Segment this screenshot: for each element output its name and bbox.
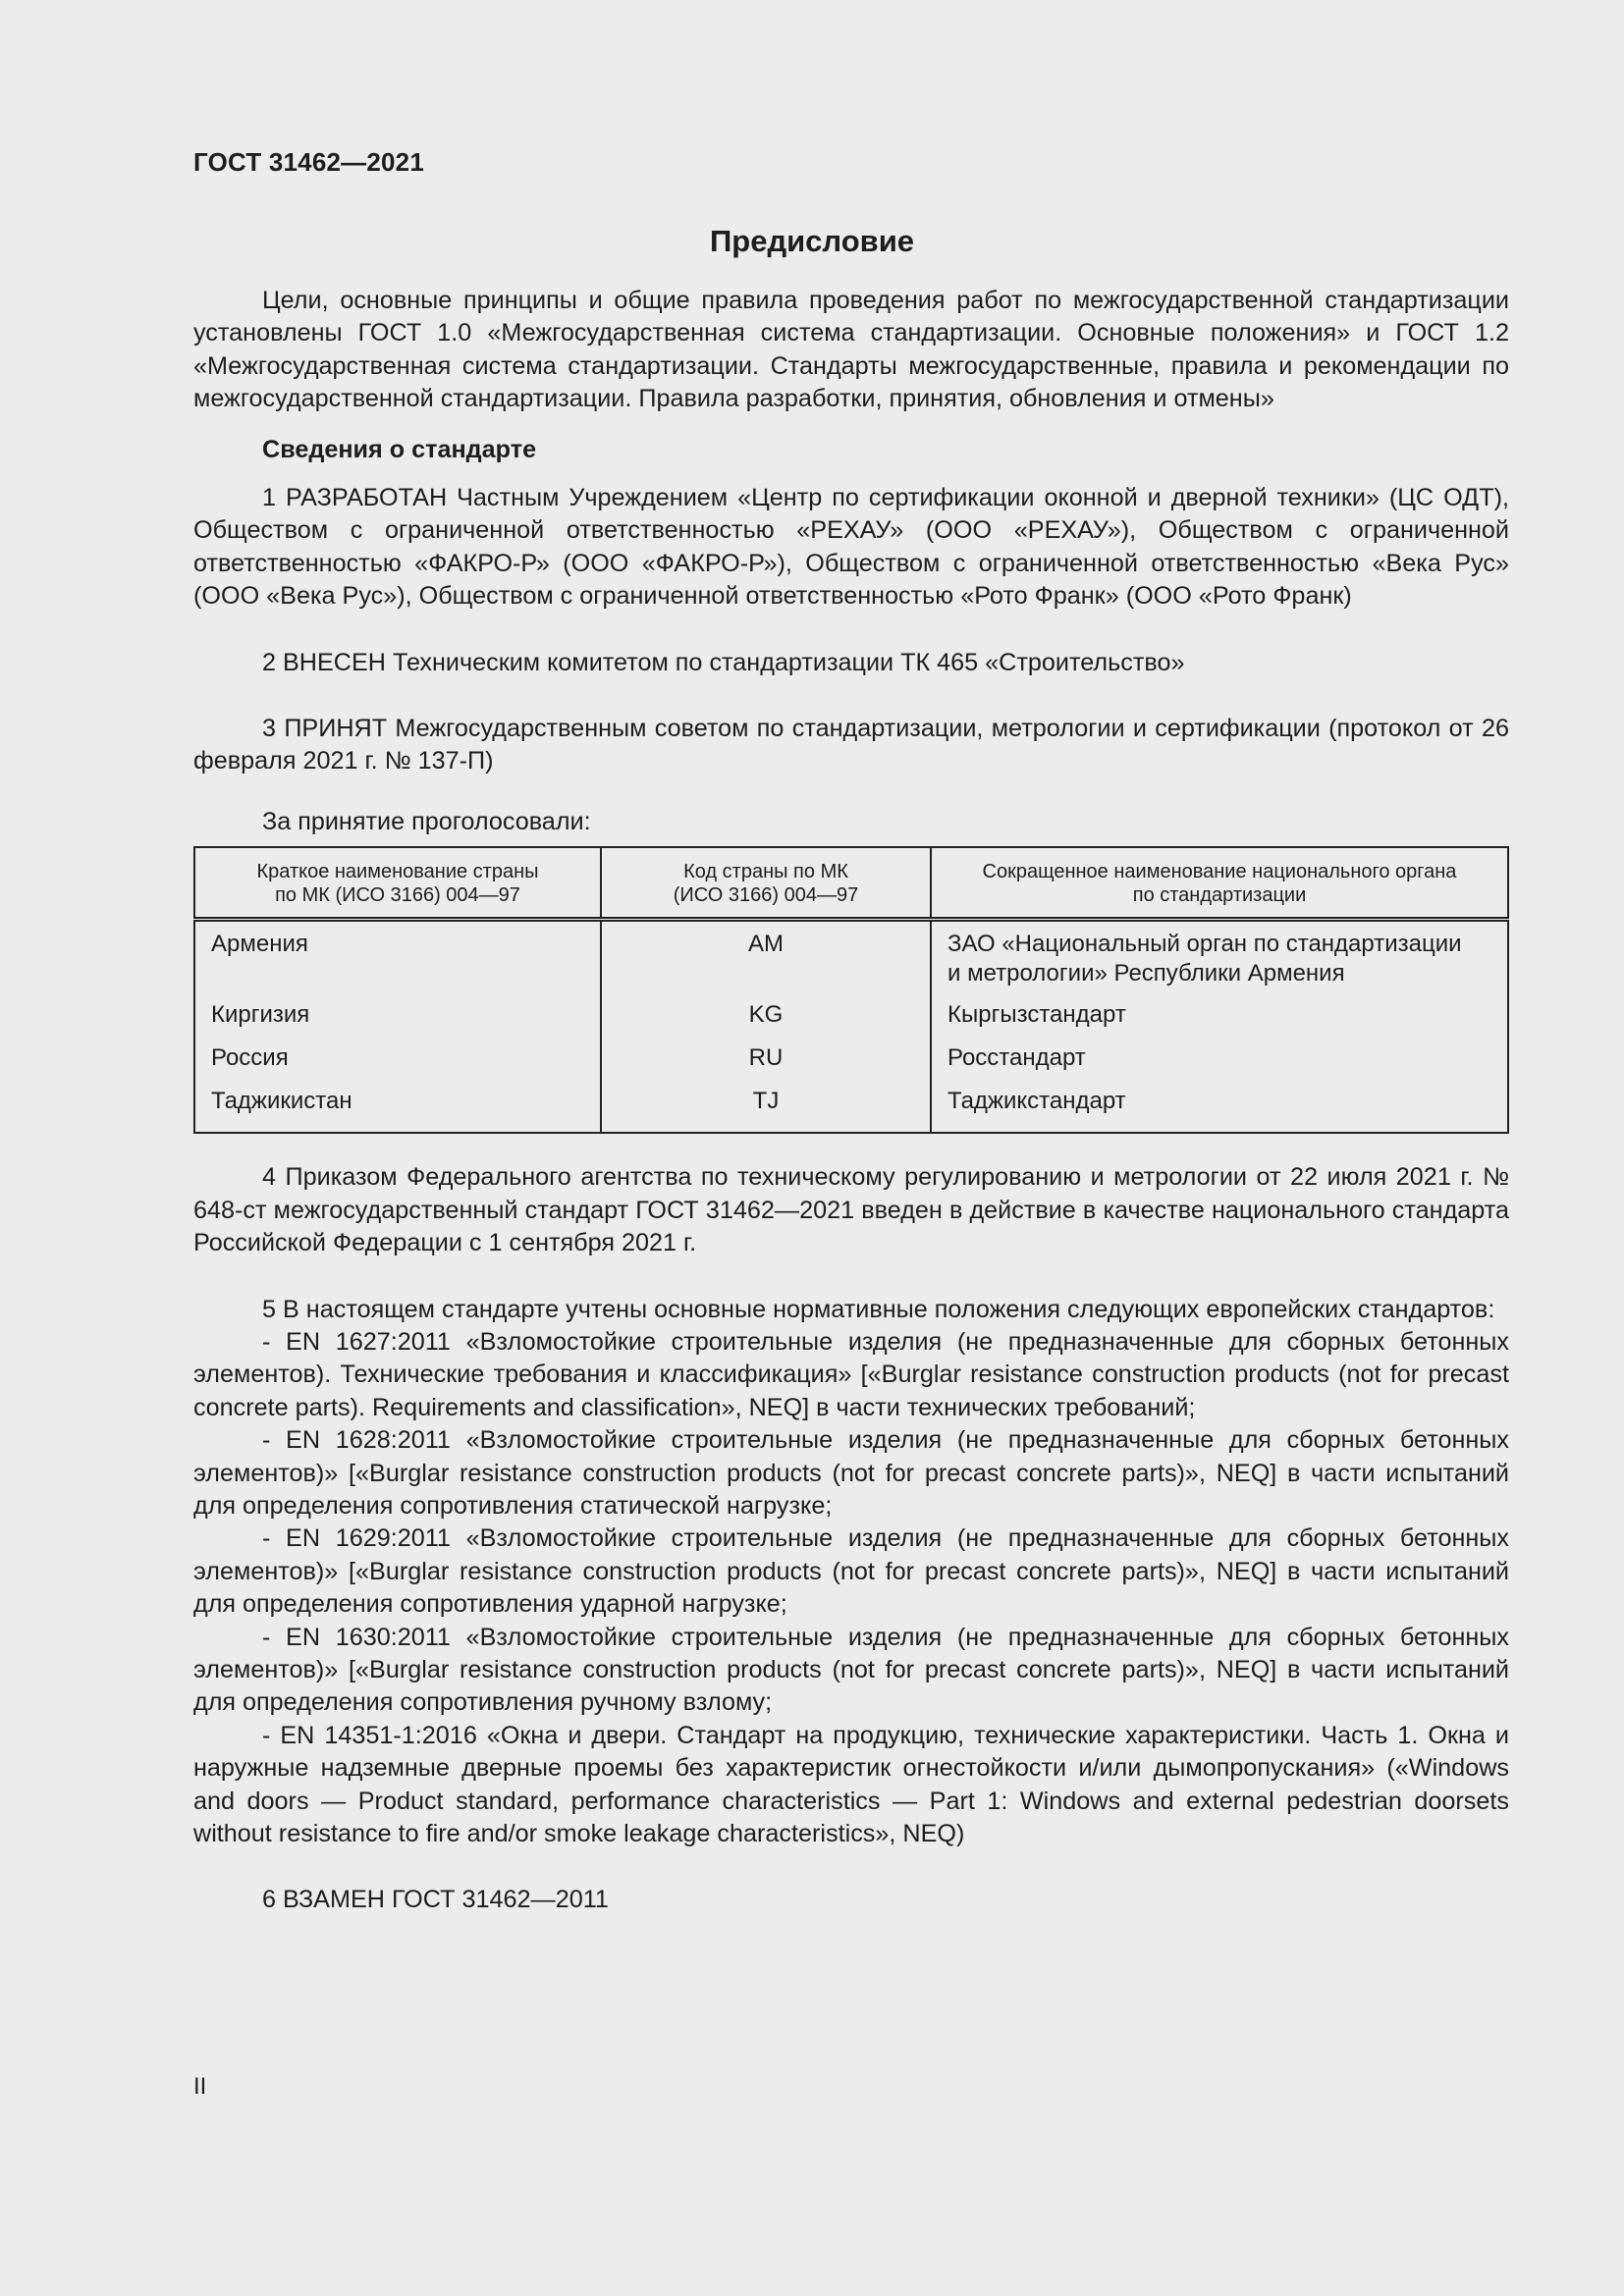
item-3-adopted: 3 ПРИНЯТ Межгосударственным советом по стандартизации, метрологии и сертификации (протокол от 26 февраля 2021 г. № 137-П): [193, 715, 1509, 775]
intro-paragraph: Цели, основные принципы и общие правила проведения работ по межгосударственной стандартизации установлены ГОСТ 1.0 «Межгосударственная система стандартизации. Основные положения» и ГОСТ 1.2 «Межгосударственная система стандартизации. Стандарты межгосударственные, правила и рекомендации по межгосударственной стандартизации. Правила разработки, принятия, обновления и отмены»: [193, 287, 1509, 413]
table-row: [194, 1083, 1508, 1133]
european-standard-item: - EN 1630:2011 «Взломостойкие строительные изделия (не предназначенные для сборных бетонных элементов)» [«Burglar resistance construction products (not for precast concrete parts)», NEQ] в части испытаний для определения сопротивления ручному взлому;: [193, 1623, 1509, 1717]
item-6-replaces: 6 ВЗАМЕН ГОСТ 31462—2011: [262, 1886, 609, 1914]
cell-country: Армения: [211, 931, 308, 958]
cell-country: Киргизия: [211, 1001, 310, 1029]
page-number: II: [193, 2073, 207, 2100]
item-4-enacted: 4 Приказом Федерального агентства по техническому регулированию и метрологии от 22 июля 2021 г. № 648-ст межгосударственный стандарт ГОСТ 31462—2021 введен в действие в качестве национального стандарта Российской Федерации с 1 сентября 2021 г.: [193, 1163, 1509, 1257]
header-country: Краткое наименование страны по МК (ИСО 3166) 004—97: [194, 847, 601, 920]
header-code: Код страны по МК (ИСО 3166) 004—97: [601, 847, 931, 920]
cell-country: Таджикистан: [211, 1088, 352, 1115]
page-title: Предисловие: [709, 224, 914, 258]
cell-national-body: Кыргызстандарт: [931, 996, 1508, 1040]
votes-table-header-row: [194, 847, 1508, 920]
votes-intro: За принятие проголосовали:: [262, 807, 591, 835]
cell-national-body: ЗАО «Национальный орган по стандартизации и метрологии» Республики Армения: [931, 920, 1508, 997]
european-standard-item: - EN 14351-1:2016 «Окна и двери. Стандарт на продукцию, технические характеристики. Часть 1. Окна и наружные надземные дверные проемы без характеристик огнестойкости и/или дымопропускания» («Windows and doors — Product standard, performance characteristics — Part 1: Windows and external pedestrian doorsets without resistance to fire and/or smoke leakage characteristics», NEQ): [193, 1721, 1509, 1847]
cell-code: AM: [601, 920, 931, 997]
document-body: [193, 285, 1509, 1917]
cell-code: TJ: [601, 1083, 931, 1133]
table-row: [194, 920, 1508, 997]
cell-national-body: Таджикстандарт: [931, 1083, 1508, 1133]
item-1-developed: 1 РАЗРАБОТАН Частным Учреждением «Центр по сертификации оконной и дверной техники» (ЦС ОДТ), Обществом с ограниченной ответственностью «РЕХАУ» (ООО «РЕХАУ»), Обществом с ограниченной ответственностью «ФАКРО-Р» (ООО «ФАКРО-Р»), Обществом с ограниченной ответственностью «Века Рус» (ООО «Века Рус»), Обществом с ограниченной ответственностью «Рото Франк» (ООО «Рото Франк): [193, 484, 1509, 611]
document-code-header: ГОСТ 31462—2021: [193, 147, 424, 177]
european-standard-item: - EN 1629:2011 «Взломостойкие строительные изделия (не предназначенные для сборных бетонных элементов)» [«Burglar resistance construction products (not for precast concrete parts)», NEQ] в части испытаний для определения сопротивления ударной нагрузке;: [193, 1524, 1509, 1619]
table-row: [194, 1040, 1508, 1083]
item-2-introduced: 2 ВНЕСЕН Техническим комитетом по стандартизации ТК 465 «Строительство»: [262, 648, 1185, 676]
cell-country: Россия: [211, 1044, 289, 1072]
cell-code: KG: [601, 996, 931, 1040]
cell-national-body: Росстандарт: [931, 1040, 1508, 1083]
table-row: [194, 996, 1508, 1040]
section-heading: Сведения о стандарте: [262, 435, 537, 463]
european-standard-item: - EN 1628:2011 «Взломостойкие строительные изделия (не предназначенные для сборных бетонных элементов)» [«Burglar resistance construction products (not for precast concrete parts)», NEQ] в части испытаний для определения сопротивления статической нагрузке;: [193, 1426, 1509, 1520]
header-national-body: Сокращенное наименование национального органа по стандартизации: [931, 847, 1508, 920]
european-standard-item: - EN 1627:2011 «Взломостойкие строительные изделия (не предназначенные для сборных бетонных элементов). Технические требования и классификация» [«Burglar resistance construction products (not for precast concrete parts). Requirements and classification», NEQ] в части технических требований;: [193, 1327, 1509, 1421]
votes-table: [193, 846, 1509, 1134]
item-5-european-standards: 5 В настоящем стандарте учтены основные нормативные положения следующих европейских стандартов:: [262, 1295, 1495, 1323]
cell-code: RU: [601, 1040, 931, 1083]
